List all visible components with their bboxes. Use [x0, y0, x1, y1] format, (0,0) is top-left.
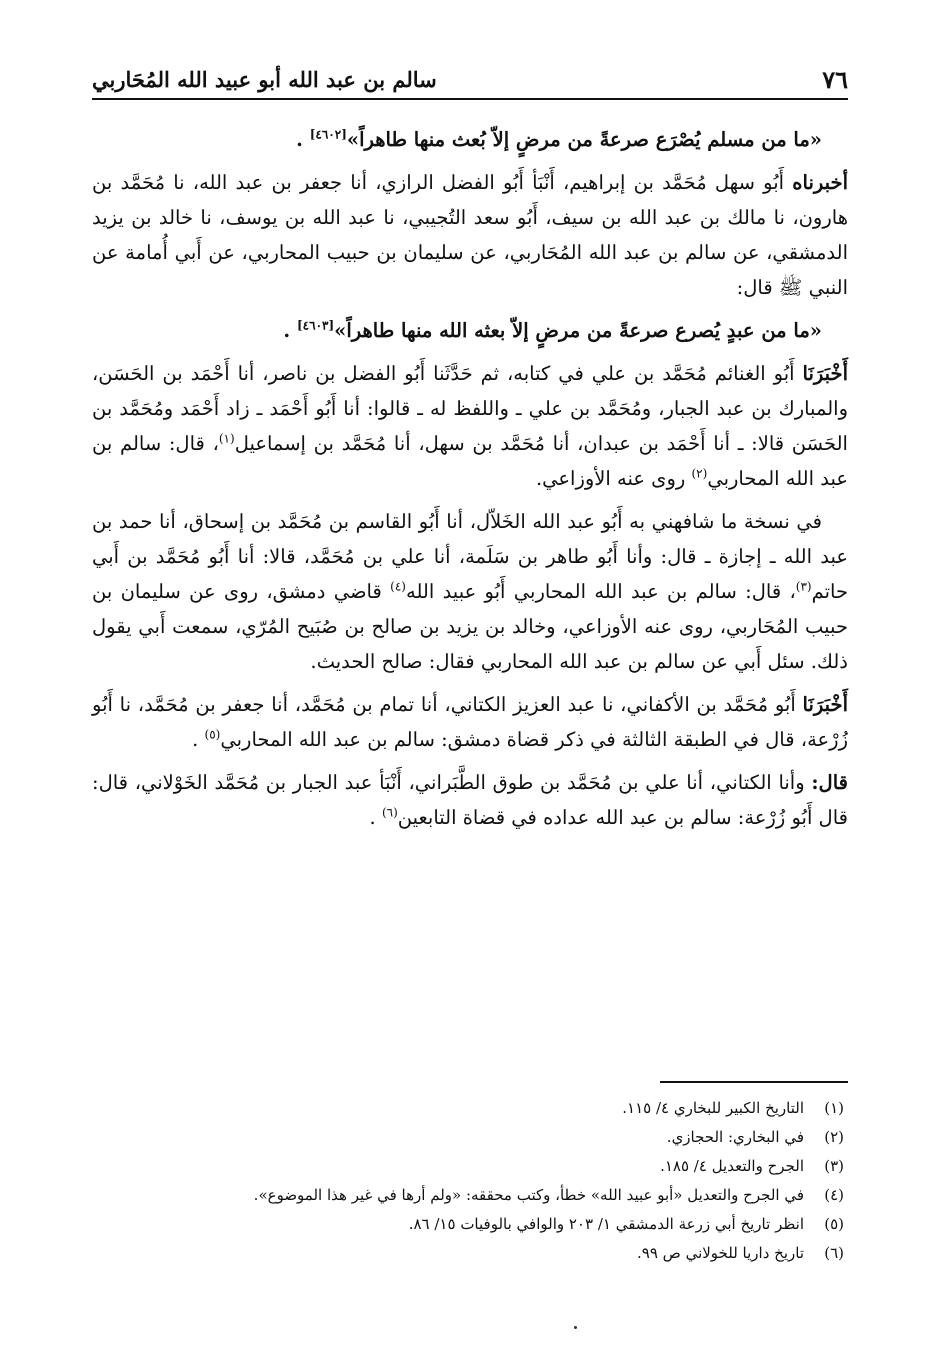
footnote-number: (٦)	[824, 1244, 844, 1262]
footnote	[92, 1123, 848, 1152]
hadith-number: [٤٦٠٢]	[309, 127, 347, 142]
footnote-ref: (١)	[218, 431, 235, 446]
isnad-paragraph	[92, 504, 848, 679]
hadith-quote	[92, 122, 848, 157]
sentence-end: .	[369, 806, 376, 829]
footnote-text: التاريخ الكبير للبخاري ٤/ ١١٥.	[622, 1099, 804, 1117]
footnote-number: (٤)	[824, 1186, 844, 1204]
sentence-end: .	[283, 319, 291, 342]
isnad-paragraph	[92, 165, 848, 305]
sentence-end: .	[296, 128, 303, 151]
paragraph-lead: أَخْبَرَنَا	[802, 693, 848, 716]
footnote	[92, 1094, 848, 1123]
page-number: ٧٦	[822, 65, 848, 94]
quote-text: «ما من عبدٍ يُصرع صرعةً من مرضٍ إلاّ بعثه الله منها طاهراً»	[334, 319, 822, 342]
footnote-divider	[660, 1081, 848, 1083]
footnote-text: في الجرح والتعديل «أبو عبيد الله» خطأ، وكتب محققه: «ولم أرها في غير هذا الموضوع».	[253, 1186, 804, 1204]
quote-text: «ما من مسلم يُصْرَع صرعةً من مرضٍ إلاّ بُعث منها طاهراً»	[346, 128, 822, 151]
footnote-text: في البخاري: الحجازي.	[666, 1128, 804, 1146]
paragraph-text: أَبُو الغنائم مُحَمَّد بن علي في كتابه، ثم حَدَّثَنا أَبُو الفضل بن ناصر، أنا أَحْمَد بن الحَسَن، والمبارك بن عبد الجبار، ومُحَمَّد بن علي ـ واللفظ له ـ قالوا: أنا أَبُو أَحْمَد ـ زاد أَحْمَد ومُحَمَّد بن الحَسَن قالا: ـ أنا أَحْمَد بن عبدان، أنا مُحَمَّد بن سهل، أنا مُحَمَّد بن إسماعيل	[92, 362, 848, 455]
paragraph-text: في نسخة ما شافهني به أَبُو عبد الله الخَلاّل، أنا أَبُو القاسم بن مُحَمَّد بن إسحاق، أنا حمد بن عبد الله ـ إجازة ـ قال: وأنا أَبُو طاهر بن سَلَمة، أنا علي بن مُحَمَّد، قالا: أنا أَبُو مُحَمَّد بن أَبي حاتم	[92, 510, 848, 603]
paragraph-lead: قال:	[811, 771, 848, 794]
footnotes-list	[92, 1094, 848, 1268]
footnote-ref: (٢)	[691, 466, 708, 481]
footnote-number: (٥)	[824, 1215, 844, 1233]
paragraph-lead: أخبرناه	[792, 171, 848, 194]
footnote-ref: (٥)	[204, 727, 221, 742]
footnote-text: تاريخ داريا للخولاني ص ٩٩.	[637, 1244, 804, 1262]
isnad-paragraph	[92, 356, 848, 496]
isnad-paragraph	[92, 765, 848, 835]
footnote	[92, 1181, 848, 1210]
paragraph-text: وأنا الكتاني، أنا علي بن مُحَمَّد بن طوق الطَّبَراني، أَنْبَأ عبد الجبار بن مُحَمَّد الخَوْلاني، قال: قال أَبُو زُرْعة: سالم بن عبد الله عداده في قضاة التابعين	[92, 771, 848, 829]
hadith-number: [٤٦٠٣]	[296, 318, 335, 333]
footnote-number: (٣)	[824, 1157, 844, 1175]
main-text	[92, 122, 848, 843]
paragraph-text: ، قال: سالم بن عبد الله المحاربي	[92, 432, 848, 490]
sentence-end: .	[192, 728, 199, 751]
paragraph-text: روى عنه الأوزاعي.	[535, 467, 692, 490]
footnote-ref: (٤)	[390, 579, 406, 594]
hadith-quote	[92, 313, 848, 348]
footnote-text: انظر تاريخ أبي زرعة الدمشقي ١/ ٢٠٣ والوافي بالوفيات ١٥/ ٨٦.	[408, 1215, 804, 1233]
paragraph-lead: أَخْبَرَنَا	[802, 362, 848, 385]
isnad-paragraph	[92, 687, 848, 757]
page-header	[92, 58, 848, 100]
footnote-ref: (٣)	[795, 579, 812, 594]
footnote-number: (١)	[824, 1099, 844, 1117]
paragraph-text: أَبُو مُحَمَّد بن الأكفاني، نا عبد العزيز الكتاني، أنا تمام بن مُحَمَّد، أنا جعفر بن مُحَمَّد، نا أَبُو زُرْعة، قال في الطبقة الثالثة في ذكر قضاة دمشق: سالم بن عبد الله المحاربي	[92, 693, 848, 751]
running-title: سالم بن عبد الله أبو عبيد الله المُحَاربي	[92, 67, 437, 92]
footnote	[92, 1239, 848, 1268]
footnote-number: (٢)	[824, 1128, 844, 1146]
paragraph-text: أَبُو سهل مُحَمَّد بن إبراهيم، أَنْبَأ أَبُو الفضل الرازي، أنا جعفر بن عبد الله، نا مُحَمَّد بن هارون، نا مالك بن عبد الله بن سيف، أَبُو سعد التُجيبي، نا عبد الله بن يوسف، نا خالد بن يزيد الدمشقي، عن سالم بن عبد الله المُحَاربي، عن سليمان بن حبيب المحاربي، عن أَبي أُمامة عن النبي ﷺ قال:	[92, 171, 848, 299]
paragraph-text: ، قال: سالم بن عبد الله المحاربي أَبُو عبيد الله	[405, 580, 796, 603]
footnote-text: الجرح والتعديل ٤/ ١٨٥.	[660, 1157, 804, 1175]
footnote	[92, 1152, 848, 1181]
footnote	[92, 1210, 848, 1239]
paragraph-text: قاضي دمشق، روى عن سليمان بن حبيب المُحَاربي، روى عنه الأوزاعي، وخالد بن يزيد بن صالح بن صُبَيح المُرّي، سمعت أَبي يقول ذلك. سئل أَبي عن سالم بن عبد الله المحاربي فقال: صالح الحديث.	[92, 580, 848, 673]
footnote-ref: (٦)	[381, 805, 398, 820]
print-mark	[574, 1326, 577, 1329]
